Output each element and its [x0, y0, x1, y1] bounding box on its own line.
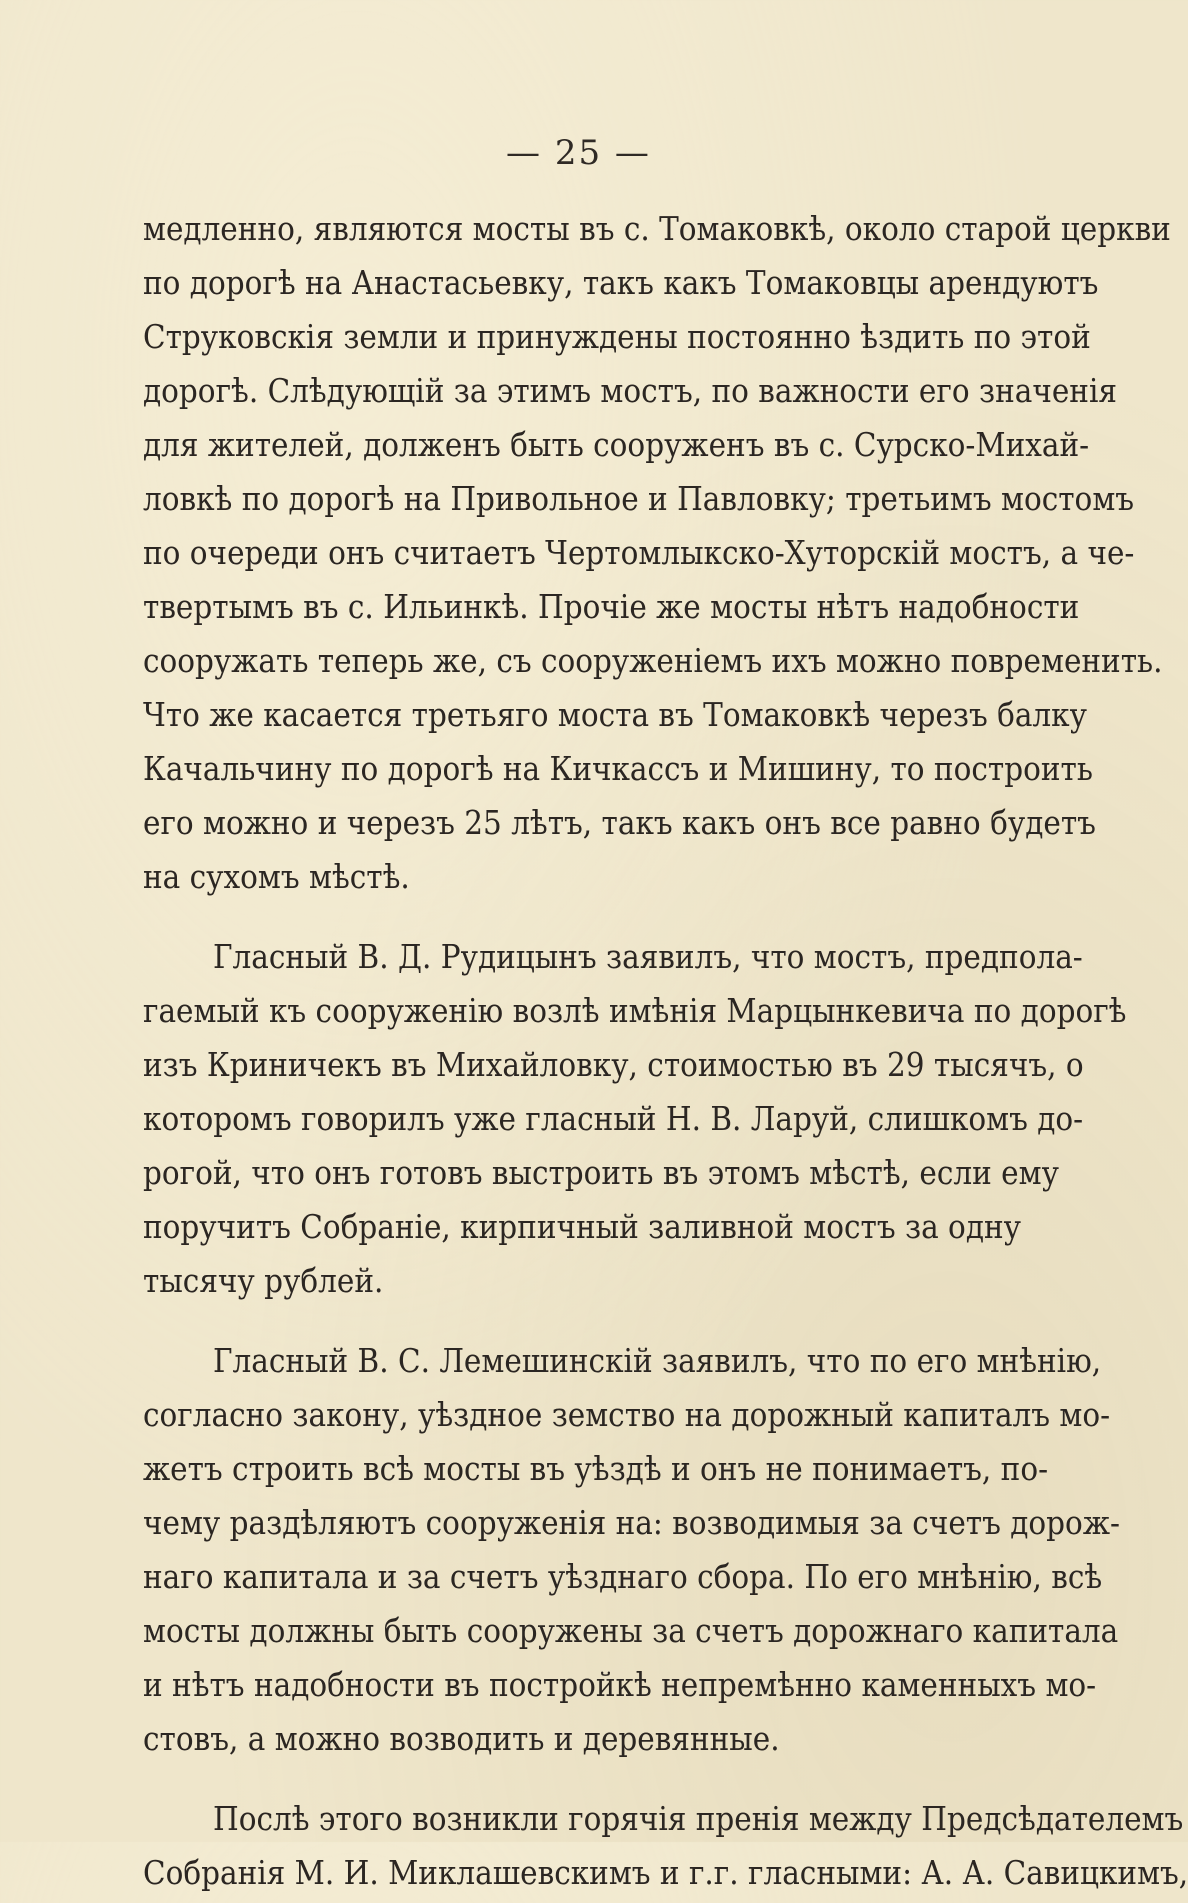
text-line: на сухомъ мѣстѣ.	[143, 857, 410, 897]
text-line: рогой, что онъ готовъ выстроить въ этомъ мѣстѣ, если ему	[143, 1153, 1059, 1193]
text-line: дорогѣ. Слѣдующій за этимъ мостъ, по важности его значенія	[143, 371, 1117, 411]
text-line: Качальчину по дорогѣ на Кичкассъ и Мишину, то построить	[143, 749, 1093, 789]
text-line: согласно закону, уѣздное земство на дорожный капиталъ мо-	[143, 1395, 1111, 1435]
text-line: которомъ говорилъ уже гласный Н. В. Ларуй, слишкомъ до-	[143, 1099, 1084, 1139]
text-line: твертымъ въ с. Ильинкѣ. Прочіе же мосты нѣтъ надобности	[143, 587, 1080, 627]
paragraph	[143, 1792, 1188, 1900]
text-line: чему раздѣляютъ сооруженія на: возводимыя за счетъ дорож-	[143, 1503, 1120, 1543]
text-line: мосты должны быть сооружены за счетъ дорожнаго капитала	[143, 1611, 1119, 1651]
text-line: Гласный В. С. Лемешинскій заявилъ, что по его мнѣнію,	[213, 1341, 1102, 1381]
paragraph	[143, 930, 1127, 1308]
text-line: для жителей, долженъ быть сооруженъ въ с. Сурско-Михай-	[143, 425, 1090, 465]
text-line: его можно и черезъ 25 лѣтъ, такъ какъ онъ все равно будетъ	[143, 803, 1096, 843]
text-line: Собранія М. И. Миклашевскимъ и г.г. гласными: А. А. Савицкимъ,	[143, 1853, 1188, 1893]
text-line: и нѣтъ надобности въ постройкѣ непремѣнно каменныхъ мо-	[143, 1665, 1097, 1705]
text-line: Что же касается третьяго моста въ Томаковкѣ черезъ балку	[143, 695, 1087, 735]
text-line: медленно, являются мосты въ с. Томаковкѣ, около старой церкви	[143, 209, 1171, 249]
page-number: — 25 —	[506, 133, 651, 173]
text-line: по дорогѣ на Анастасьевку, такъ какъ Томаковцы арендуютъ	[143, 263, 1099, 303]
text-line: сооружать теперь же, съ сооруженіемъ ихъ можно повременить.	[143, 641, 1163, 681]
text-line: ловкѣ по дорогѣ на Привольное и Павловку; третьимъ мостомъ	[143, 479, 1135, 519]
paragraph	[143, 1334, 1120, 1766]
text-line: Послѣ этого возникли горячія пренія между Предсѣдателемъ	[213, 1799, 1184, 1839]
text-line: Струковскія земли и принуждены постоянно ѣздить по этой	[143, 317, 1091, 357]
text-line: жетъ строить всѣ мосты въ уѣздѣ и онъ не понимаетъ, по-	[143, 1449, 1049, 1489]
text-line: стовъ, а можно возводить и деревянные.	[143, 1719, 780, 1759]
text-line: Гласный В. Д. Рудицынъ заявилъ, что мостъ, предпола-	[213, 937, 1083, 977]
text-line: наго капитала и за счетъ уѣзднаго сбора. По его мнѣнію, всѣ	[143, 1557, 1103, 1597]
text-line: тысячу рублей.	[143, 1261, 384, 1301]
text-line: поручитъ Собраніе, кирпичный заливной мостъ за одну	[143, 1207, 1021, 1247]
body-text	[143, 202, 1188, 1900]
text-line: изъ Криничекъ въ Михайловку, стоимостью въ 29 тысячъ, о	[143, 1045, 1084, 1085]
paragraph	[143, 202, 1171, 904]
text-line: по очереди онъ считаетъ Чертомлыкско-Хуторскій мостъ, а че-	[143, 533, 1135, 573]
text-line: гаемый къ сооруженію возлѣ имѣнія Марцынкевича по дорогѣ	[143, 991, 1127, 1031]
